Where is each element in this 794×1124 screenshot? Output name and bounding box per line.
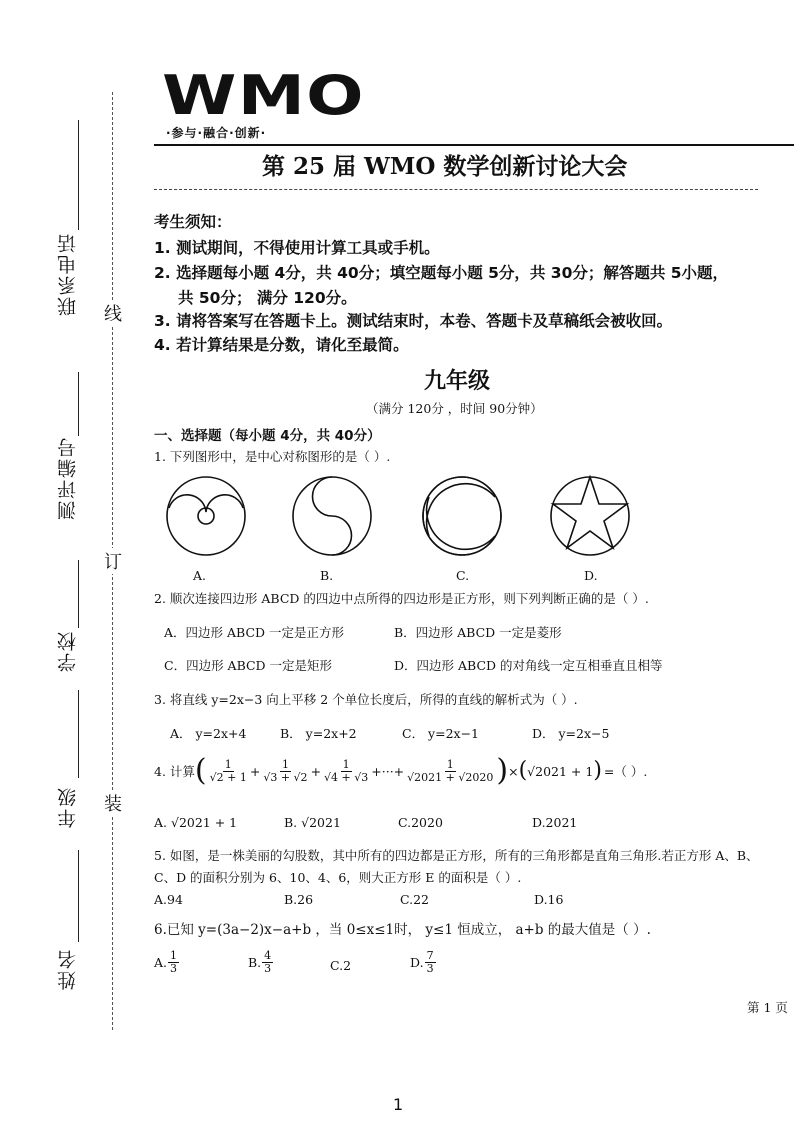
q5-option-d: D.16 — [534, 892, 564, 907]
q2-option-c: C．四边形 ABCD 一定是矩形 — [164, 658, 333, 673]
q4-option-b: B. √2021 — [284, 815, 341, 830]
q2-option-a: A．四边形 ABCD 一定是正方形 — [164, 625, 345, 640]
q5-option-b: B.26 — [284, 892, 314, 907]
q1-label-d: D. — [584, 568, 598, 583]
q4-factor: √2021 + 1 — [527, 763, 594, 779]
q4-term-2-num: 1 — [281, 757, 289, 771]
q6-b-den: 3 — [264, 962, 272, 975]
phone-label: 联系电话 — [57, 232, 79, 316]
q6-option-b-frac — [262, 950, 273, 975]
q4-term-n — [405, 759, 495, 784]
q1-stem: 1. 下列图形中，是中心对称图形的是（ ）. — [154, 449, 391, 464]
q4-term-3 — [322, 759, 370, 784]
q3-option-d: D． y=2x−5 — [532, 726, 610, 741]
q5-option-a: A.94 — [154, 892, 183, 907]
q6-a-den: 3 — [170, 962, 178, 975]
q4-option-d: D.2021 — [532, 815, 578, 830]
grade-title: 九年级 — [424, 369, 491, 394]
q5-option-c: C.22 — [400, 892, 429, 907]
q4-term-1 — [208, 759, 249, 784]
q4-option-a: A. √2021 + 1 — [154, 815, 238, 830]
figure-b — [293, 477, 371, 555]
figure-c — [423, 477, 501, 555]
q4-close-paren-2: ) — [593, 758, 602, 783]
q4-term-2 — [261, 759, 309, 784]
q4-term-3-num: 1 — [342, 757, 350, 771]
q4-expression — [154, 753, 648, 788]
instruction-1: 1. 测试期间，不得使用计算工具或手机。 — [154, 239, 440, 257]
q4-open-paren-2: ( — [518, 758, 528, 783]
id-label: 测评编号 — [57, 436, 79, 520]
q4-close-paren: ) — [496, 753, 509, 788]
q4-times: × — [508, 763, 519, 779]
q6-option-a-prefix: A. — [154, 955, 168, 970]
q4-ellipsis: +···+ — [371, 763, 405, 779]
q4-term-2-den: √3 + √2 — [263, 770, 308, 784]
instruction-2-cont: 共 50分； 满分 120分。 — [178, 289, 357, 307]
q6-a-num: 1 — [170, 949, 178, 962]
school-label: 学校 — [57, 630, 79, 672]
grade-line — [78, 690, 79, 778]
page-number: 1 — [393, 1095, 404, 1114]
q4-term-1-num: 1 — [224, 757, 232, 771]
q4-prefix: 4. 计算 — [154, 764, 195, 779]
q6-option-c: C.2 — [330, 958, 352, 973]
header-rule — [154, 144, 794, 146]
name-label: 姓名 — [57, 948, 79, 990]
instruction-2: 2. 选择题每小题 4分，共 40分；填空题每小题 5分，共 30分；解答题共 5小题， — [154, 264, 729, 282]
q3-option-b: B． y=2x+2 — [280, 726, 357, 741]
q4-option-c: C.2020 — [398, 815, 443, 830]
binding-mark-ding: 订 — [104, 548, 122, 574]
instruction-4: 4. 若计算结果是分数，请化至最简。 — [154, 336, 409, 354]
q6-option-d-prefix: D. — [410, 955, 424, 970]
section-heading: 一、选择题（每小题 4分，共 40分） — [154, 428, 381, 444]
q4-open-paren: ( — [194, 753, 207, 788]
logo-slogan: ·参与·融合·创新· — [166, 126, 267, 140]
phone-line — [78, 120, 79, 230]
q4-term-n-den: √2021 + √2020 — [407, 770, 494, 784]
q6-option-a — [154, 950, 180, 975]
binding-mark-xian: 线 — [104, 300, 122, 326]
page-label: 第 1 页 — [747, 1000, 788, 1015]
grade-label: 年级 — [57, 786, 79, 828]
q1-figures — [160, 470, 640, 560]
q6-b-num: 4 — [264, 949, 272, 962]
binding-mark-zhuang: 装 — [104, 790, 122, 816]
q3-option-c: C． y=2x−1 — [402, 726, 480, 741]
figure-a — [167, 477, 245, 555]
q4-plus-1: + — [249, 763, 261, 779]
q4-term-3-den: √4 + √3 — [324, 770, 369, 784]
figure-d — [551, 477, 629, 555]
q4-tail: =（ ）. — [603, 764, 648, 779]
id-line — [78, 372, 79, 436]
q6-stem: 6.已知 y=(3a−2)x−a+b ，当 0≤x≤1时， y≤1 恒成立， a+b 的最大值是（ ）. — [154, 922, 651, 938]
instruction-3: 3. 请将答案写在答题卡上。测试结束时，本卷、答题卡及草稿纸会被收回。 — [154, 312, 673, 330]
q6-option-a-frac — [168, 950, 179, 975]
instructions-heading: 考生须知： — [154, 213, 232, 231]
wmo-logo: WMO — [162, 64, 365, 127]
q2-stem: 2. 顺次连接四边形 ABCD 的四边中点所得的四边形是正方形，则下列判断正确的是（ ）. — [154, 591, 649, 606]
q3-stem: 3. 将直线 y=2x−3 向上平移 2 个单位长度后，所得的直线的解析式为（ ）. — [154, 692, 578, 707]
page-title: 第 25 届 WMO 数学创新讨论大会 — [262, 153, 628, 180]
q6-d-den: 3 — [426, 962, 434, 975]
q4-term-1-den: √2 + 1 — [209, 770, 247, 784]
q3-option-a: A． y=2x+4 — [170, 726, 247, 741]
school-line — [78, 560, 79, 628]
q1-label-b: B. — [320, 568, 334, 583]
q6-option-d — [410, 950, 437, 975]
title-dashed-rule — [154, 189, 758, 190]
q4-term-n-num: 1 — [446, 757, 454, 771]
q6-option-d-frac — [425, 950, 436, 975]
q6-d-num: 7 — [426, 949, 434, 962]
q6-option-b — [248, 950, 274, 975]
name-line — [78, 850, 79, 942]
q1-label-c: C. — [456, 568, 470, 583]
q1-label-a: A. — [193, 568, 207, 583]
q4-plus-2: + — [310, 763, 322, 779]
q2-option-d: D．四边形 ABCD 的对角线一定互相垂直且相等 — [394, 658, 663, 673]
q6-option-b-prefix: B. — [248, 955, 262, 970]
q5-stem-line1: 5. 如图，是一株美丽的勾股数，其中所有的四边都是正方形，所有的三角形都是直角三角形.若正方形 A、B、 — [154, 848, 759, 863]
q5-stem-line2: C、D 的面积分别为 6、10、4、6，则大正方形 E 的面积是（ ）. — [154, 870, 522, 885]
exam-info: （满分 120分 ，时间 90分钟） — [366, 401, 543, 416]
q2-option-b: B．四边形 ABCD 一定是菱形 — [394, 625, 562, 640]
